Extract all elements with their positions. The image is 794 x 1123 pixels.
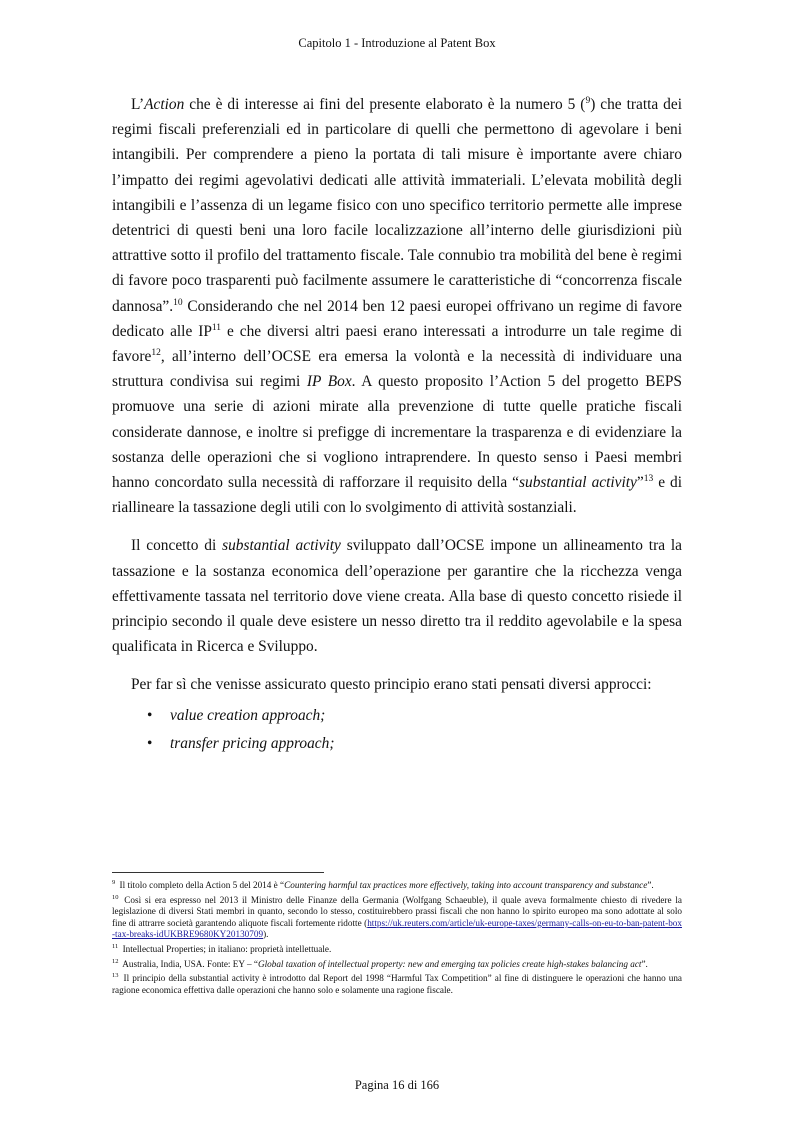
bullet-icon: • — [147, 734, 153, 752]
paragraph-substantial-activity: Il concetto di substantial activity sviluppato dall’OCSE impone un allineamento tra la tassazione e la sostanza economica dell’operazione per garantire che la ricchezza venga effettivamente tassata nel territorio dove viene creata. Alla base di questo concetto risiede il principio secondo il quale deve esistere un nesso diretto tra il reddito agevolabile e la spesa qualificata in Ricerca e Sviluppo. — [112, 537, 683, 656]
footnote-ref-11[interactable]: 11 — [211, 322, 222, 333]
footnotes — [112, 880, 682, 999]
footnote-ref-13[interactable]: 13 — [643, 473, 654, 484]
footnote-11: $^{11}$ Intellectual Properties; in italiano: proprietà intellettuale. — [112, 942, 332, 954]
footnote-ref-10[interactable]: 10 — [173, 297, 183, 308]
page-header: Capitolo 1 - Introduzione al Patent Box — [298, 36, 496, 50]
approaches-list — [112, 702, 682, 758]
footnote-separator — [112, 872, 324, 873]
paragraph-action-5: L’Action che è di interesse ai fini del presente elaborato è la numero 5 ($^9$) che tratta dei regimi fiscali preferenziali ed in particolare di quelli che permettono di agevolare i beni intangibili. Per comprendere a pieno la portata di tali misure è importante avere chiaro l’impatto dei regimi agevolativi dedicati alle attività immateriali. L’elevata mobilità degli intangibili e l’assenza di un legame fisico con uno specifico territorio permette alle imprese detentrici di questi beni una loro facile localizzazione all’interno delle giurisdizioni più attrattive sotto il profilo del trattamento fiscale. Tale connubio tra mobilità del bene è regimi di favore poco trasparenti può facilmente assumere le caratteristiche di “concorrenza fiscale dannosa”.$^{10}$ Considerando che nel 2014 ben 12 paesi europei offrivano un regime di favore dedicato alle IP$^{11}$ e che diversi altri paesi erano interessati a introdurre un tale regime di favore$^{12}$, all’interno dell’OCSE era emersa la volontà e la necessità di individuare una struttura condivisa sui regimi IP Box. A questo proposito l’Action 5 del progetto BEPS promuove una serie di azioni mirate alla prevenzione di tutte quelle pratiche fiscali considerate dannose, e inoltre si prefigge di incrementare la trasparenza e di evidenziare la sostanza delle operazioni che si vogliono intraprendere. In questo senso i Paesi membri hanno concordato sulla necessità di rafforzare il requisito della “substantial activity”$^{13}$ e di riallineare la tassazione degli utili con lo svolgimento di attività sostanziali. — [112, 95, 682, 517]
footnote-12: $^{12}$ Australia, India, USA. Fonte: EY – “Global taxation of intellectual property: new and emerging tax policies create high-stakes balancing act”. — [112, 957, 648, 969]
footnote-9: $^9$ Il titolo completo della Action 5 del 2014 è “Countering harmful tax practices more effectively, taking into account transparency and substance”. — [112, 878, 654, 890]
paragraph-approaches-intro: Per far sì che venisse assicurato questo principio erano stati pensati diversi approcci: — [131, 676, 652, 694]
page-number: Pagina 16 di 166 — [354, 1078, 440, 1092]
footnote-ref-12[interactable]: 12 — [151, 347, 161, 358]
footnote-10: $^{10}$ Così si era espresso nel 2013 il Ministro delle Finanze della Germania (Wolfgang Schaeuble), il quale aveva formalmente chiesto di rivedere la legislazione di diversi Stati membri in quanto, secondo lo stesso, costituirebbero prassi fiscali che non hanno lo spirito europeo ma sono adottate al solo fine di attrarre società garantendo aliquote fiscali fortemente ridotte (https://uk.reuters.com/article/uk-europe-taxes/germany-calls-on-eu-to-ban-patent-box-tax-breaks-idUKBRE9680KY20130709). — [112, 893, 682, 940]
main-text — [112, 92, 682, 758]
footnote-13: $^{13}$ Il principio della substantial activity è introdotto dal Report del 1998 “Harmful Tax Competition” al fine di distinguere le operazioni che hanno una ragione economica effettiva dalle operazioni che hanno solo e solamente una ragione fiscale. — [112, 972, 682, 995]
reuters-link[interactable]: https://uk.reuters.com/article/uk-europe-taxes/germany-calls-on-eu-to-ban-patent-box-tax-breaks-idUKBRE9680KY20130709 — [112, 917, 682, 940]
bullet-icon: • — [147, 706, 153, 724]
list-item: • value creation approach; — [112, 702, 682, 730]
footnote-ref-9[interactable]: 9 — [585, 95, 591, 106]
list-item: • transfer pricing approach; — [112, 730, 682, 758]
